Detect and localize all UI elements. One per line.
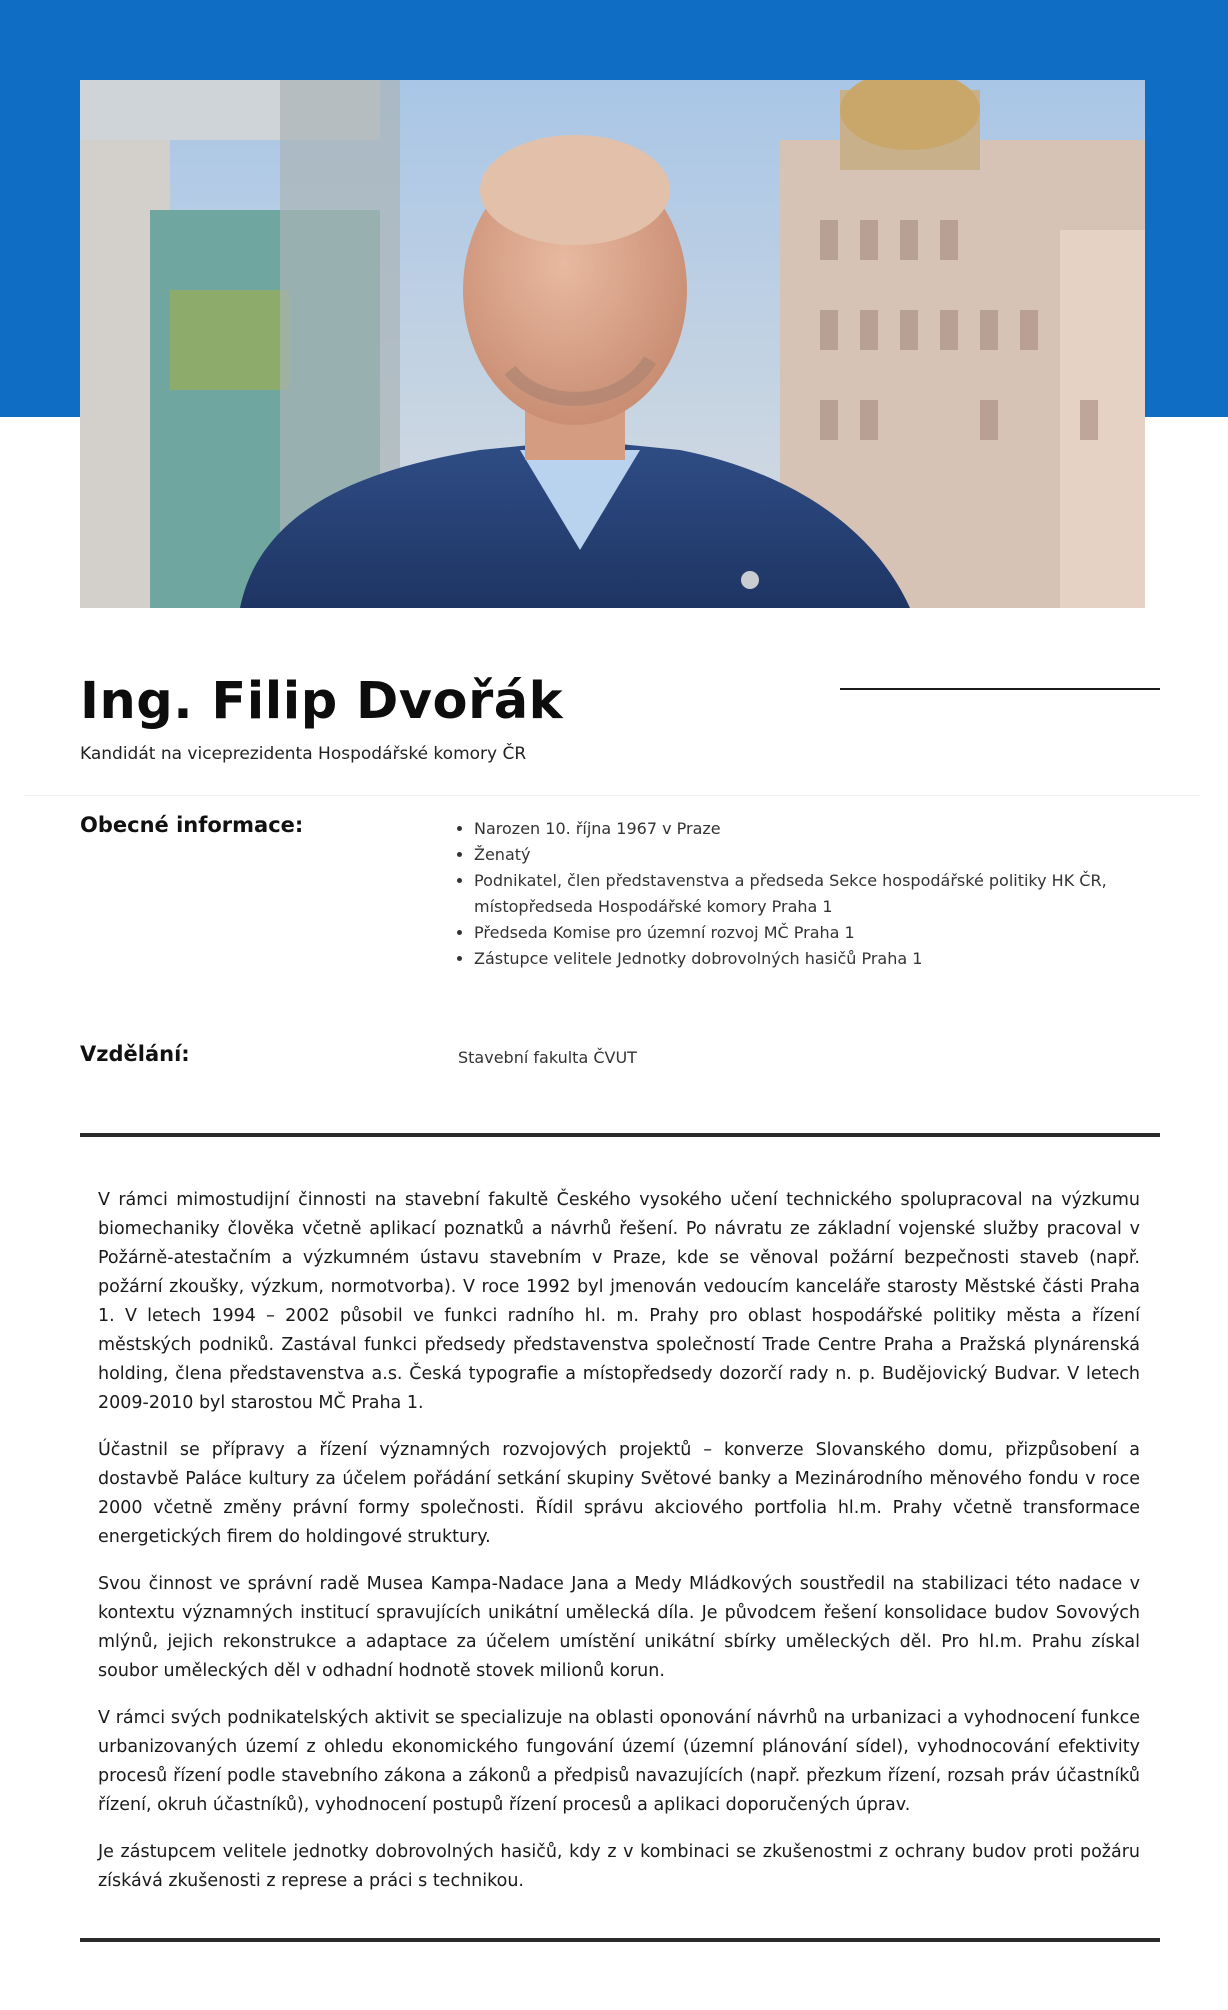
candidate-name: Ing. Filip Dvořák <box>80 672 564 731</box>
section-divider <box>80 1133 1160 1137</box>
list-item: • Ženatý <box>474 842 1174 868</box>
bio-paragraph: V rámci mimostudijní činnosti na stavební fakultě Českého vysokého učení technického spolupracoval na výzkumu biomechaniky člověka včetně aplikací poznatků a návrhů řešení. Po návratu ze základní vojenské služby pracoval v Požárně-atestačním a výzkumném ústavu stavebním v Praze, kde se věnoval požární bezpečnosti staveb (např. požární zkoušky, výzkum, normotvorba). V roce 1992 byl jmenován vedoucím kanceláře starosty Městské části Praha 1. V letech 1994 – 2002 působil ve funkci radního hl. m. Prahy pro oblast hospodářské politiky města a řízení městských podniků. Zastával funkci předsedy představenstva společností Trade Centre Praha a Pražská plynárenská holding, člena představenstva a.s. Česká typografie a místopředsedy dozorčí rady n. p. Budějovický Budvar. V letech 2009-2010 byl starostou MČ Praha 1. <box>98 1190 1140 1413</box>
candidate-subtitle: Kandidát na viceprezidenta Hospodářské komory ČR <box>80 744 527 764</box>
education-label: Vzdělání: <box>80 1042 190 1066</box>
bio-paragraph: Účastnil se přípravy a řízení významných rozvojových projektů – konverze Slovanského domu, přizpůsobení a dostavbě Paláce kultury za účelem pořádání setkání skupiny Světové banky a Mezinárodního měnového fondu v roce 2000 včetně změny právní formy společnosti. Řídil správu akciového portfolia hl.m. Prahy včetně transformace energetických firem do holdingové struktury. <box>98 1440 1140 1547</box>
bio-paragraph: Svou činnost ve správní radě Musea Kampa-Nadace Jana a Medy Mládkových soustředil na stabilizaci této nadace v kontextu významných institucí spravujících unikátní umělecká díla. Je původcem řešení konsolidace budov Sovových mlýnů, jejich rekonstrukce a adaptace za účelem umístění unikátní sbírky uměleckých děl. Pro hl.m. Prahu získal soubor uměleckých děl v odhadní hodnotě stovek milionů korun. <box>98 1574 1140 1681</box>
biography <box>98 1186 1140 1914</box>
list-item: • Narozen 10. října 1967 v Praze <box>474 816 1174 842</box>
portrait-illustration <box>80 80 1145 608</box>
general-info-list <box>458 816 1174 972</box>
bio-paragraph: V rámci svých podnikatelských aktivit se specializuje na oblasti oponování návrhů na urbanizaci a vyhodnocení funkce urbanizovaných území z ohledu ekonomického fungování území (územní plánování sídel), vyhodnocování efektivity procesů řízení podle stavebního zákona a zákonů a předpisů navazujících (např. přezkum řízení, rozsah práv účastníků řízení, okruh účastníků), vyhodnocení postupů řízení procesů a aplikaci doporučených úprav. <box>98 1708 1140 1815</box>
general-info-label: Obecné informace: <box>80 813 304 837</box>
title-divider <box>840 688 1160 690</box>
footer-divider <box>80 1938 1160 1942</box>
list-item: • Zástupce velitele Jednotky dobrovolných hasičů Praha 1 <box>474 946 1174 972</box>
bio-paragraph: Je zástupcem velitele jednotky dobrovolných hasičů, kdy z v kombinaci se zkušenostmi z ochrany budov proti požáru získává zkušenosti z represe a práci s technikou. <box>98 1842 1140 1891</box>
portrait-photo <box>80 80 1145 608</box>
list-item: • Předseda Komise pro územní rozvoj MČ Praha 1 <box>474 920 1174 946</box>
education-value: Stavební fakulta ČVUT <box>458 1048 637 1067</box>
header-divider <box>24 795 1200 796</box>
list-item: • Podnikatel, člen představenstva a předseda Sekce hospodářské politiky HK ČR, místopředseda Hospodářské komory Praha 1 <box>474 868 1174 920</box>
